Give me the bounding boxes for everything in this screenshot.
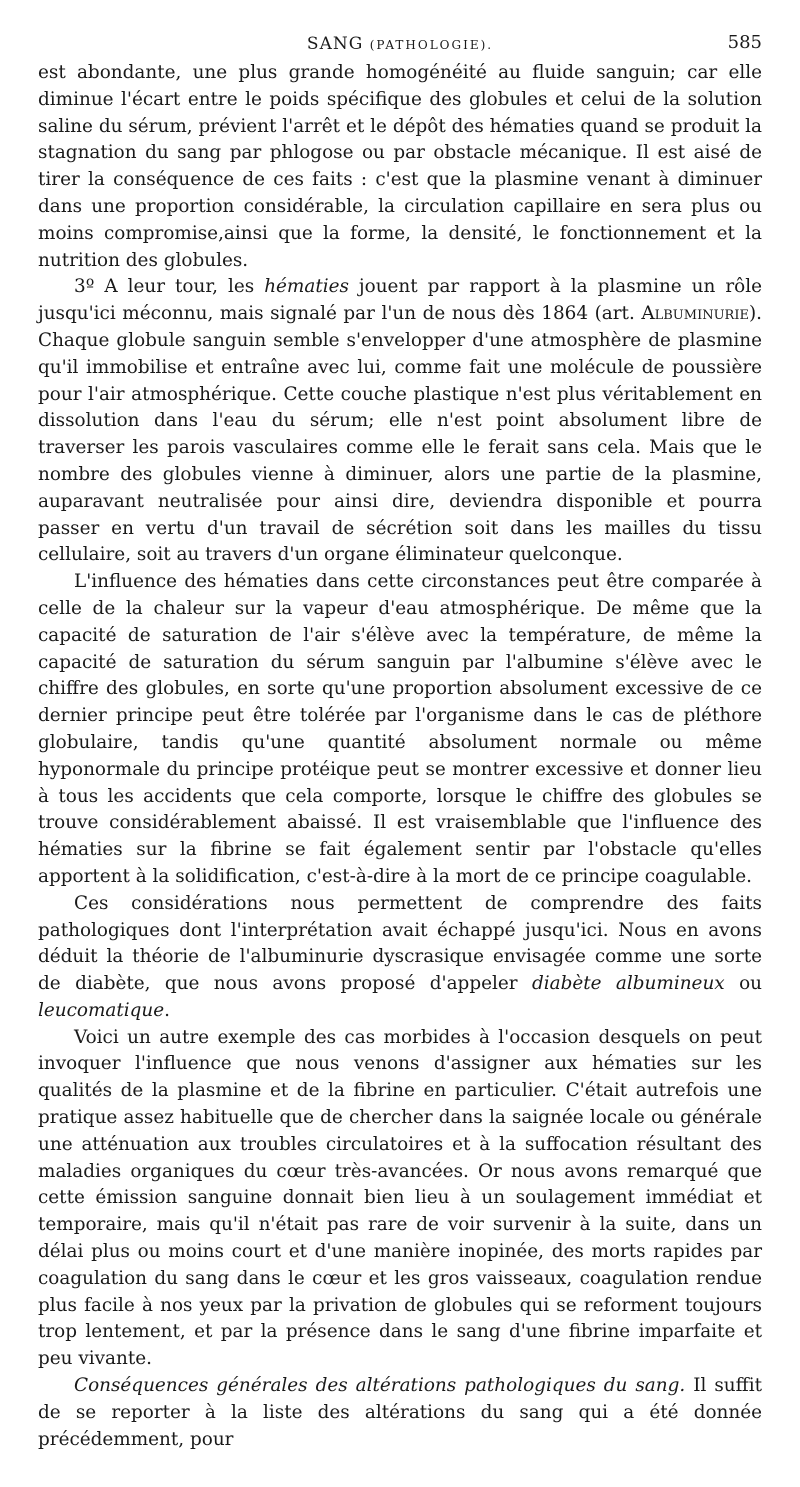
running-title: SANG [306,34,364,54]
paragraph-6 [38,1373,762,1453]
paragraph-2-part-c: ). Chaque globule sanguin semble s'envelopper d'une atmosphère de plasmine qu'il immobilise et entraîne avec lui, comme fait une molécule de poussière pour l'air atmosphérique. Cette couche plastique n'est plus véritablement en dissolution dans l'eau du sérum; elle n'est point absolument libre de traverser les parois vasculaires comme elle le ferait sans cela. Mais que le nombre des globules vienne à diminuer, alors une partie de la plasmine, auparavant neutralisée pour ainsi dire, deviendra disponible et pourra passer en vertu d'un travail de sécrétion soit dans les mailles du tissu cellulaire, soit au travers d'un organe éliminateur quelconque. [38,303,762,566]
paragraph-3: L'influence des hématies dans cette circonstances peut être comparée à celle de la chaleur sur la vapeur d'eau atmosphérique. De même que la capacité de saturation de l'air s'élève avec la température, de même la capacité de saturation du sérum sanguin par l'albumine s'élève avec le chiffre des globules, en sorte qu'une proportion absolument excessive de ce dernier principe peut être tolérée par l'organisme dans le cas de pléthore globulaire, tandis qu'une quantité absolument normale ou même hyponormale du principe protéique peut se montrer excessive et donner lieu à tous les accidents que cela comporte, lorsque le chiffre des globules se trouve considérablement abaissé. Il est vraisemblable que l'influence des hématies sur la fibrine se fait également sentir par l'obstacle qu'elles apportent à la solidification, c'est-à-dire à la mort de ce principe coagulable. [38,571,762,887]
paragraph-4-part-c: . [164,999,171,1021]
paragraph-2-italic: hématies [264,276,349,298]
running-subtitle: (PATHOLOGIE). [369,38,494,52]
paragraph-2-part-b: jouent par rapport à la plasmine un rôle jusqu'ici méconnu, mais signalé par l'un de nous dès 1864 (art. [38,276,763,325]
paragraph-1: est abondante, une plus grande homogénéité au fluide sanguin; car elle diminue l'écart entre le poids spécifique des globules et celui de la solution saline du sérum, prévient l'arrêt et le dépôt des hématies quand se produit la stagnation du sang par phlogose ou par obstacle mécanique. Il est aisé de tirer la conséquence de ces faits : c'est que la plasmine venant à diminuer dans une proportion considérable, la circulation capillaire en sera plus ou moins compromise,ainsi que la forme, la densité, le fonctionnement et la nutrition des globules. [38,62,762,271]
page [38,30,762,1453]
paragraph-4-italic-2: leucomatique [38,999,165,1021]
page-header [38,30,762,60]
paragraph-4-italic-1: diabète albumineux [531,973,725,995]
paragraph-4-part-a: Ces considérations nous permettent de comprendre des faits pathologiques dont l'interprétation avait échappé jusqu'ici. Nous en avons déduit la théorie de l'albuminurie dyscrasique envisagée comme une sorte de diabète, que nous avons proposé d'appeler [38,892,762,995]
paragraph-6-part-b: Il suffit de se reporter à la liste des altérations du sang qui a été donnée précédemment, pour [38,1375,762,1450]
body-text [38,60,762,1453]
paragraph-4 [38,891,762,1025]
paragraph-4-part-b: ou [724,973,763,995]
paragraph-2 [38,274,762,569]
paragraph-6-italic: Conséquences générales des altérations pathologiques du sang. [74,1375,686,1397]
page-number: 585 [727,32,762,53]
paragraph-5: Voici un autre exemple des cas morbides à l'occasion desquels on peut invoquer l'influence que nous venons d'assigner aux hématies sur les qualités de la plasmine et de la fibrine en particulier. C'était autrefois une pratique assez habituelle que de chercher dans la saignée locale ou générale une atténuation aux troubles circulatoires et à la suffocation résultant des maladies organiques du cœur très-avancées. Or nous avons remarqué que cette émission sanguine donnait bien lieu à un soulagement immédiat et temporaire, mais qu'il n'était pas rare de voir survenir à la suite, dans un délai plus ou moins court et d'une manière inopinée, des morts rapides par coagulation du sang dans le cœur et les gros vaisseaux, coagulation rendue plus facile à nos yeux par la privation de globules qui se reforment toujours trop lentement, et par la présence dans le sang d'une fibrine imparfaite et peu vivante. [38,1026,762,1370]
paragraph-2-part-a: 3º A leur tour, les [74,276,265,298]
paragraph-2-smallcaps: Albuminurie [641,303,749,325]
running-head [38,34,762,54]
